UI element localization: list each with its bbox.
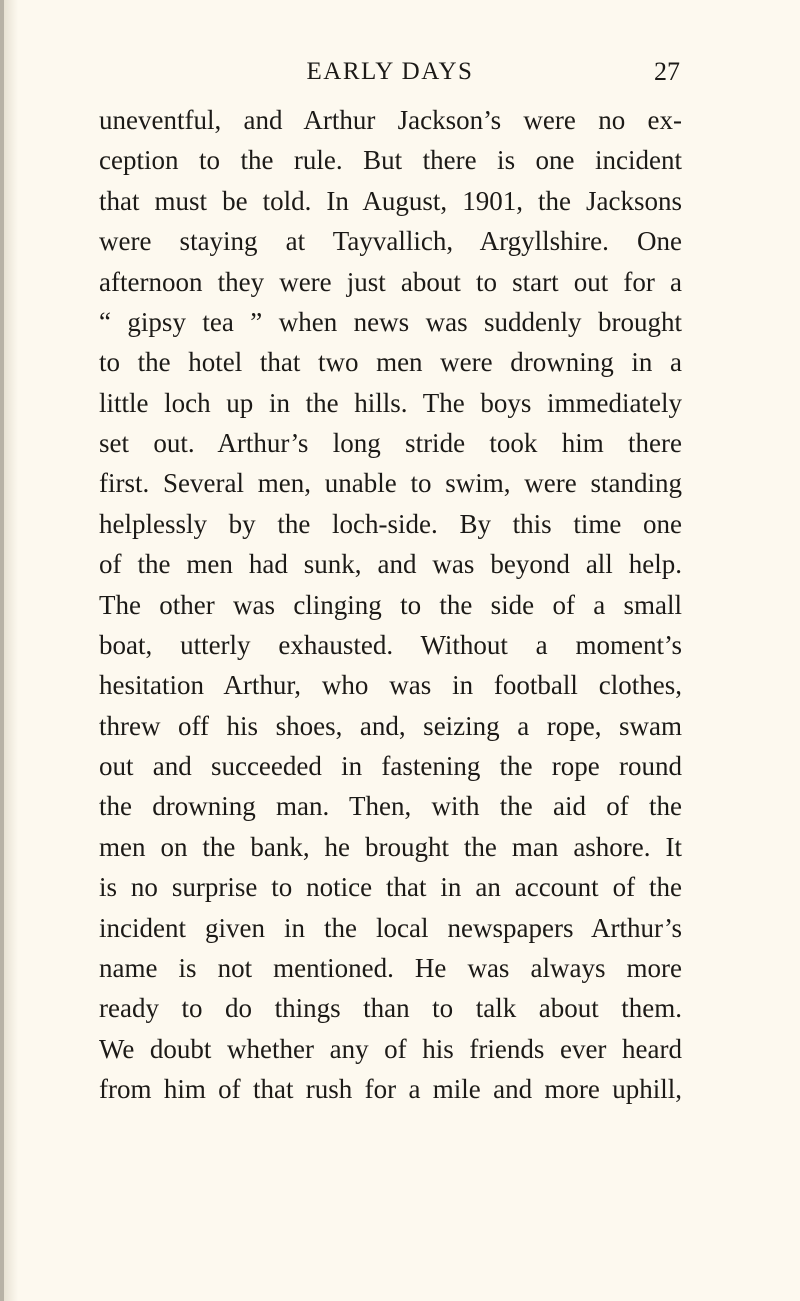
text-line: hesitation Arthur, who was in football clothes, xyxy=(99,670,682,701)
page-binding-shadow xyxy=(4,0,18,1301)
text-line: uneventful, and Arthur Jackson’s were no ex- xyxy=(99,105,682,135)
text-line: ception to the rule. But there is one incident xyxy=(99,145,682,176)
text-line: out and succeeded in fastening the rope round xyxy=(99,751,682,781)
text-line: from him of that rush for a mile and more uphill, xyxy=(99,1074,682,1104)
text-line: men on the bank, he brought the man ashore. It xyxy=(99,831,682,862)
text-line: of the men had sunk, and was beyond all help. xyxy=(99,549,682,580)
text-line: We doubt whether any of his friends ever heard xyxy=(99,1033,682,1064)
text-line: The other was clinging to the side of a small xyxy=(99,589,682,620)
text-line: ready to do things than to talk about them. xyxy=(99,993,682,1024)
running-head-title: EARLY DAYS xyxy=(306,58,474,85)
text-line: helplessly by the loch-side. By this time one xyxy=(99,508,682,539)
page-number: 27 xyxy=(654,57,680,86)
text-line: the drowning man. Then, with the aid of the xyxy=(99,791,682,822)
text-line: threw off his shoes, and, seizing a rope, swam xyxy=(99,710,682,741)
text-line: boat, utterly exhausted. Without a moment’s xyxy=(99,629,682,660)
text-line: little loch up in the hills. The boys immediately xyxy=(99,387,682,418)
text-line: first. Several men, unable to swim, were standing xyxy=(99,468,682,499)
text-line: incident given in the local newspapers Arthur’s xyxy=(99,912,682,943)
text-line: “ gipsy tea ” when news was suddenly brought xyxy=(99,306,682,337)
text-line: to the hotel that two men were drowning in a xyxy=(99,347,682,378)
text-line: set out. Arthur’s long stride took him there xyxy=(99,428,682,458)
text-line: name is not mentioned. He was always more xyxy=(99,952,682,983)
text-line: that must be told. In August, 1901, the Jacksons xyxy=(99,185,682,216)
body-text xyxy=(99,100,682,1109)
text-line: is no surprise to notice that in an account of the xyxy=(99,872,682,903)
text-line: were staying at Tayvallich, Argyllshire. One xyxy=(99,226,682,257)
text-line: afternoon they were just about to start out for a xyxy=(99,266,682,297)
running-head xyxy=(100,52,680,92)
